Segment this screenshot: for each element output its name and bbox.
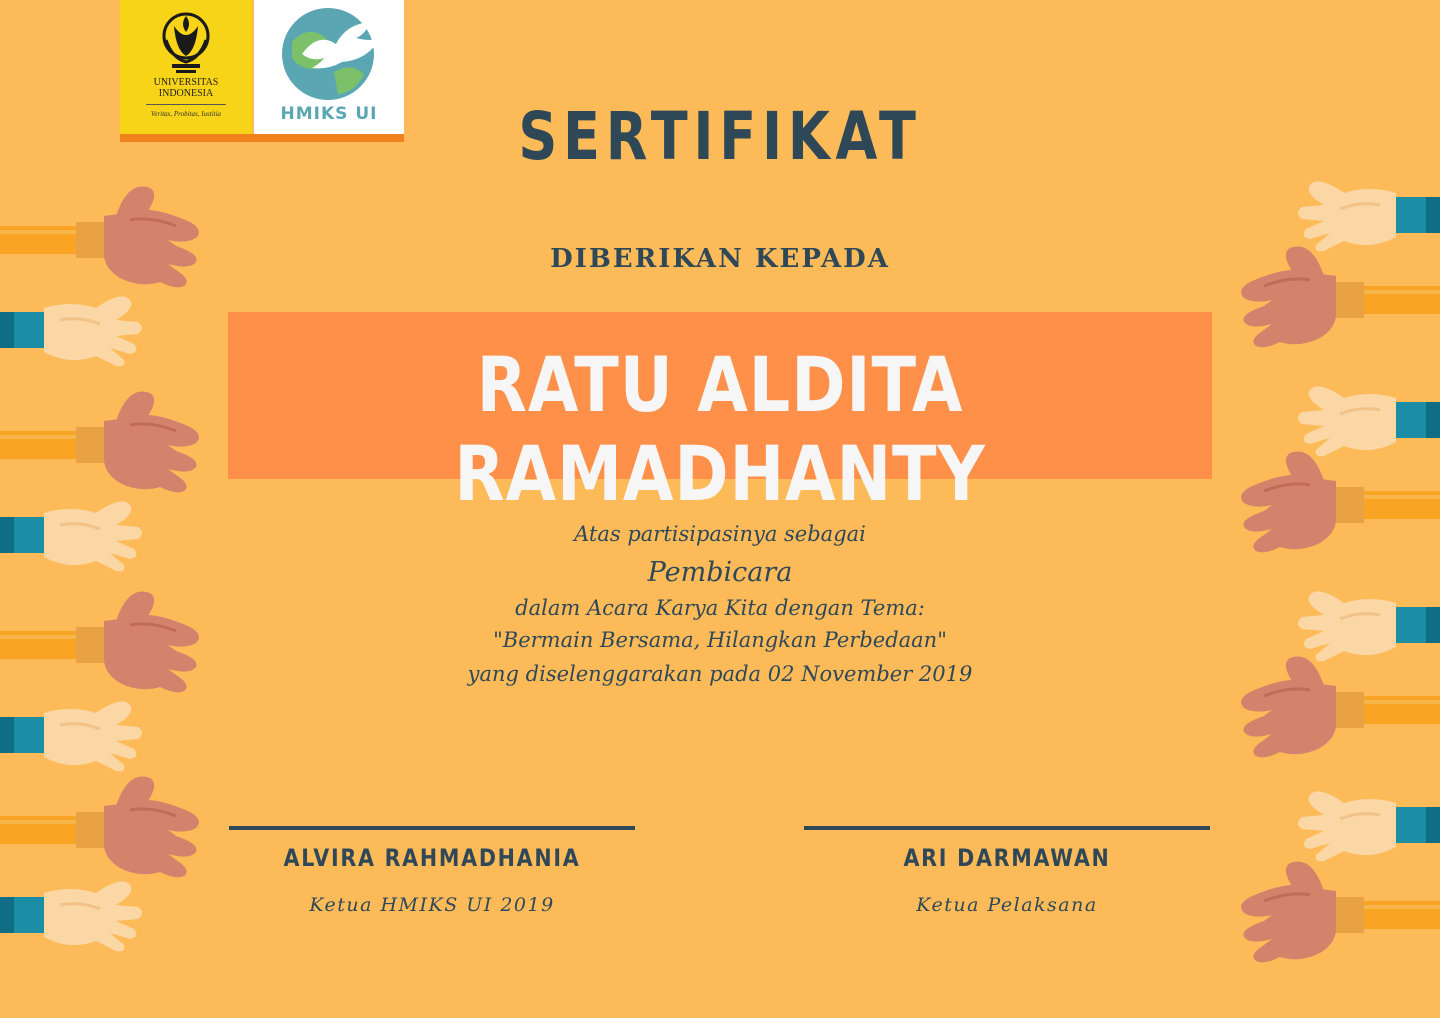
ui-name-line1: UNIVERSITAS [153, 77, 219, 88]
signatory-role-left: Ketua HMIKS UI 2019 [309, 894, 555, 916]
participation-intro: Atas partisipasinya sebagai [574, 522, 866, 546]
event-theme: "Bermain Bersama, Hilangkan Perbedaan" [493, 628, 947, 652]
certificate-title: SERTIFIKAT [518, 98, 922, 175]
event-description: dalam Acara Karya Kita dengan Tema: [515, 596, 925, 620]
signature-line-left [229, 826, 635, 830]
given-to-label: DIBERIKAN KEPADA [550, 244, 890, 274]
hmiks-logo-label: HMIKS UI [280, 104, 378, 124]
event-date-line: yang diselenggarakan pada 02 November 2019 [467, 662, 973, 686]
signatory-name-right: ARI DARMAWAN [903, 844, 1111, 872]
signatory-role-right: Ketua Pelaksana [916, 894, 1098, 916]
dove-globe-icon [272, 2, 386, 102]
recipient-name: RATU ALDITA RAMADHANTY [454, 340, 986, 518]
recipient-name-band [228, 312, 1212, 518]
makara-seal-icon [156, 10, 216, 76]
ui-logo-motto: Veritas, Probitas, Iustitia [150, 110, 222, 118]
participation-role: Pembicara [647, 557, 793, 588]
ui-logo-name [120, 77, 252, 99]
ui-name-line2: INDONESIA [158, 88, 214, 99]
signatory-name-left: ALVIRA RAHMADHANIA [283, 844, 581, 872]
signature-line-right [804, 826, 1210, 830]
